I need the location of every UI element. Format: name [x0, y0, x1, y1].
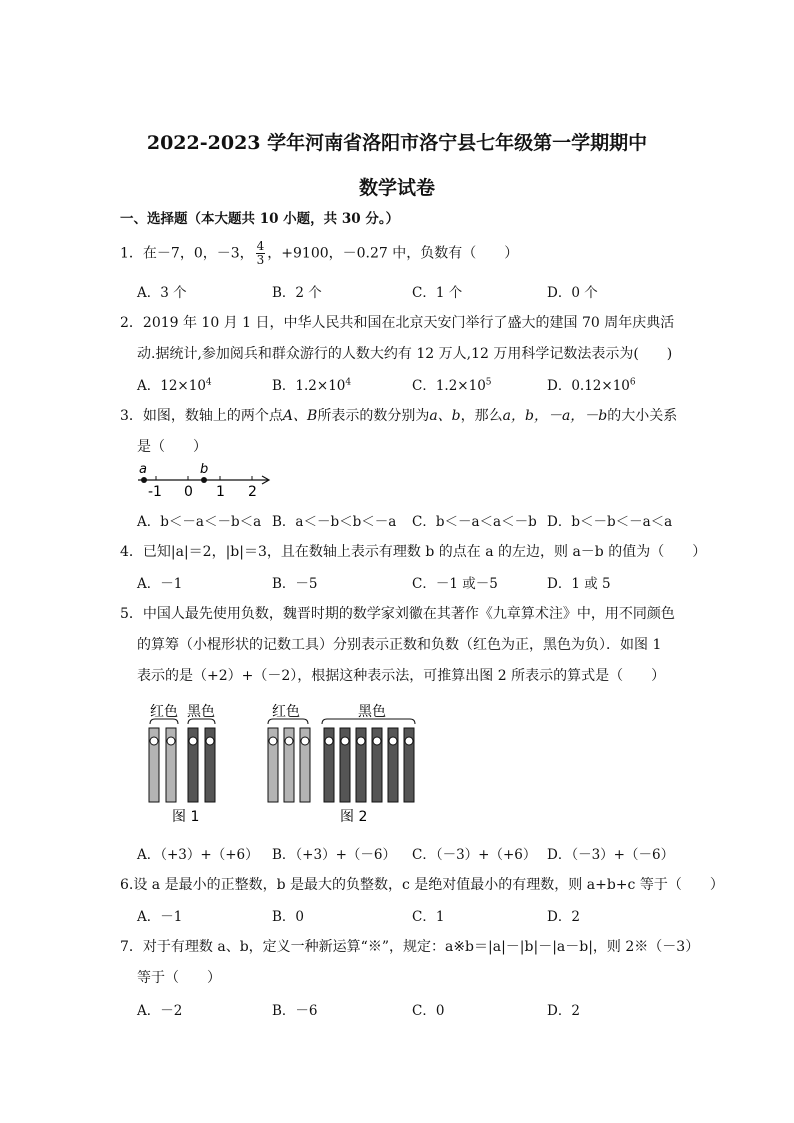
q3-option-c[interactable]: C．b＜－a＜a＜－b	[412, 514, 537, 530]
question-3-line2: 是（ ）	[137, 439, 207, 455]
fig2-red-rods	[268, 728, 310, 802]
q6-option-c[interactable]: C．1	[412, 909, 445, 925]
q5-option-d[interactable]: D．（－3）+（－6）	[547, 847, 675, 863]
point-a	[141, 477, 147, 483]
q1-option-c[interactable]: C．1 个	[412, 285, 463, 301]
q7-option-d[interactable]: D．2	[547, 1003, 580, 1019]
q2-option-c[interactable]: C．$1.2\times 10^5$	[412, 377, 492, 394]
figure-1	[149, 704, 215, 825]
q3-option-a[interactable]: A．b＜－a＜－b＜a	[137, 514, 262, 530]
fig2-red-label: 红色	[272, 704, 300, 720]
q2-option-a[interactable]: A．$12\times 10^4$	[137, 377, 212, 394]
fig2-black-rods	[324, 728, 414, 802]
question-3-line1: 3．如图，数轴上的两个点A、B所表示的数分别为a、b，那么a，b，－a，－b的大小关系	[120, 408, 678, 424]
question-6: 6.设 a 是最小的正整数，b 是最大的负整数，c 是绝对值最小的有理数，则 a+b+c 等于（ ）	[120, 877, 724, 893]
q2-option-d[interactable]: D．$0.12\times 10^6$	[547, 377, 636, 394]
q4-option-c[interactable]: C．－1 或－5	[412, 576, 498, 592]
q4-option-d[interactable]: D．1 或 5	[547, 576, 611, 592]
tick-label-1: 1	[216, 484, 225, 500]
q3-option-d[interactable]: D．b＜－b＜－a＜a	[547, 514, 673, 530]
question-7-line2: 等于（ ）	[137, 970, 221, 986]
q2-option-b[interactable]: B．$1.2\times 10^4$	[272, 377, 352, 394]
tick-label-0: 0	[184, 484, 193, 500]
q6-option-d[interactable]: D．2	[547, 909, 580, 925]
q1-text-pre: 1．在－7，0，－3，	[120, 245, 254, 262]
fig1-caption: 图 1	[172, 809, 200, 825]
q1-option-d[interactable]: D．0 个	[547, 285, 598, 301]
question-7-line1: 7．对于有理数 a、b，定义一种新运算“※”，规定：a※b＝|a|－|b|－|a－b|，则 2※（－3）	[120, 939, 700, 955]
q5-option-b[interactable]: B．（+3）+（－6）	[272, 847, 396, 863]
fig2-caption: 图 2	[340, 809, 368, 825]
section-heading: 一、选择题（本大题共 10 小题，共 30 分。）	[120, 211, 400, 227]
q7-option-b[interactable]: B．－6	[272, 1003, 318, 1019]
question-2-line2: 动.据统计,参加阅兵和群众游行的人数大约有 12 万人,12 万用科学记数法表示为( )	[137, 346, 673, 362]
figure-2	[268, 704, 415, 825]
q6-option-a[interactable]: A．－1	[137, 909, 183, 925]
question-5-line2: 的算筹（小棍形状的记数工具）分别表示正数和负数（红色为正，黑色为负）．如图 1	[137, 637, 662, 653]
number-line-figure	[132, 458, 277, 500]
fig1-black-label: 黑色	[187, 704, 215, 720]
q7-option-a[interactable]: A．－2	[137, 1003, 183, 1019]
point-a-label: a	[139, 462, 147, 477]
question-1	[120, 240, 518, 267]
question-2-line1: 2．2019 年 10 月 1 日，中华人民共和国在北京天安门举行了盛大的建国 70 周年庆典活	[120, 315, 675, 331]
q3-option-b[interactable]: B．a＜－b＜b＜－a	[272, 514, 397, 530]
fig1-black-rods	[188, 728, 215, 802]
fig1-red-label: 红色	[150, 704, 178, 720]
fraction: $\frac{4}{3}$	[256, 239, 265, 267]
question-5-line1: 5．中国人最先使用负数，魏晋时期的数学家刘徽在其著作《九章算术注》中，用不同颜色	[120, 606, 675, 622]
tick-label-2: 2	[248, 484, 257, 500]
question-5-line3: 表示的是（+2）+（－2），根据这种表示法，可推算出图 2 所表示的算式是（ ）	[137, 668, 666, 684]
q6-option-b[interactable]: B．0	[272, 909, 305, 925]
point-b-label: b	[200, 462, 209, 477]
q1-text-post: ，+9100，－0.27 中，负数有（ ）	[267, 245, 519, 262]
q1-option-b[interactable]: B．2 个	[272, 285, 322, 301]
q7-option-c[interactable]: C．0	[412, 1003, 445, 1019]
q5-option-a[interactable]: A．（+3）+（+6）	[137, 847, 259, 863]
fig1-red-rods	[149, 728, 176, 802]
q5-option-c[interactable]: C．（－3）+（+6）	[412, 847, 537, 863]
exam-subtitle: 数学试卷	[358, 177, 435, 199]
q1-option-a[interactable]: A．3 个	[137, 285, 187, 301]
point-b	[201, 477, 207, 483]
question-4: 4．已知|a|＝2，|b|＝3，且在数轴上表示有理数 b 的点在 a 的左边，则 a－b 的值为（ ）	[120, 544, 707, 560]
exam-title: 2022-2023 学年河南省洛阳市洛宁县七年级第一学期期中	[146, 132, 648, 154]
q4-option-b[interactable]: B．－5	[272, 576, 318, 592]
counting-rods-figure	[140, 698, 440, 828]
tick-label-minus1: -1	[148, 484, 162, 500]
fig2-black-label: 黑色	[358, 704, 386, 720]
q4-option-a[interactable]: A．－1	[137, 576, 183, 592]
